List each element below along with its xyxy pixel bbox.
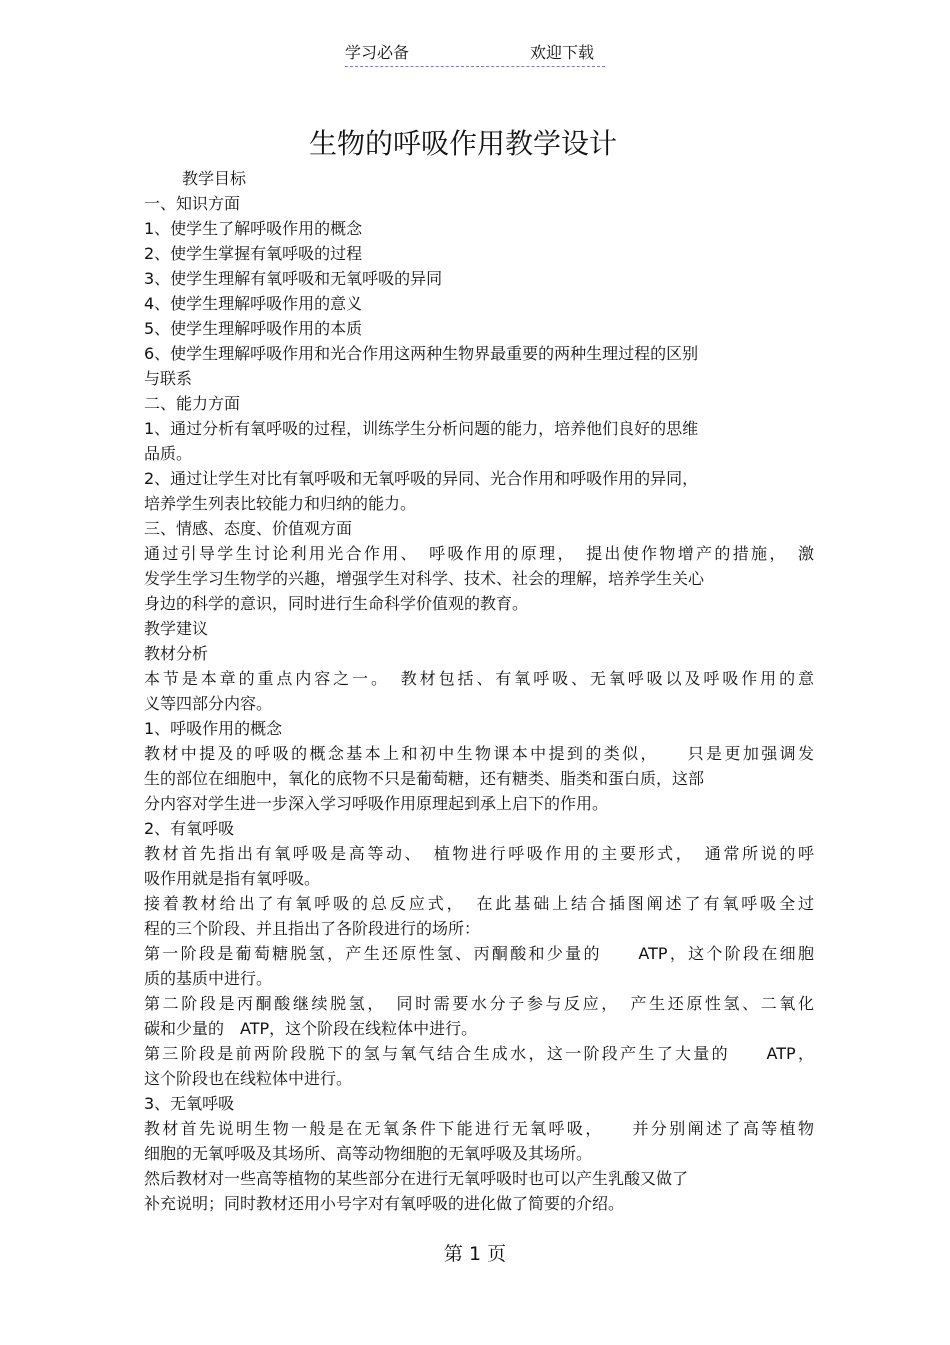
text-line: 分内容对学生进一步深入学习呼吸作用原理起到承上启下的作用。 [144,794,609,813]
header-left-text: 学习必备 [345,43,410,62]
text-line: 3、使学生理解有氧呼吸和无氧呼吸的异同 [144,269,443,288]
text-line: 2、使学生掌握有氧呼吸的过程 [144,244,363,263]
text-line: 教学建议 [144,619,209,638]
text-line: 教材分析 [144,644,209,663]
text-line: 3、无氧呼吸 [144,1094,235,1113]
text-line: 三、情感、态度、价值观方面 [144,519,353,538]
text-line: 这个阶段也在线粒体中进行。 [144,1069,353,1088]
text-line: 一、知识方面 [144,194,241,213]
text-line: 二、能力方面 [144,394,241,413]
text-line: 5、使学生理解呼吸作用的本质 [144,319,363,338]
text-line: 教材首先说明生物一般是在无氧条件下能进行无氧呼吸， 并分别阐述了高等植物 [144,1119,814,1138]
text-line: 1、通过分析有氧呼吸的过程，训练学生分析问题的能力，培养他们良好的思维 [144,419,699,438]
text-line: 与联系 [144,369,193,388]
document-body [144,166,814,1216]
text-line: 程的三个阶段、并且指出了各阶段进行的场所： [144,919,481,938]
header-right-text: 欢迎下载 [530,43,595,62]
text-line: 身边的科学的意识，同时进行生命科学价值观的教育。 [144,594,529,613]
text-line: 质的基质中进行。 [144,969,273,988]
page-header [345,40,605,67]
text-line: 教材中提及的呼吸的概念基本上和初中生物课本中提到的类似， 只是更加强调发 [144,744,814,763]
text-line: 2、通过让学生对比有氧呼吸和无氧呼吸的异同、光合作用和呼吸作用的异同， [144,469,699,488]
text-line: 2、有氧呼吸 [144,819,235,838]
text-line: 义等四部分内容。 [144,694,273,713]
text-line: 第一阶段是葡萄糖脱氢，产生还原性氢、丙酮酸和少量的 ATP，这个阶段在细胞 [144,944,814,963]
text-line: 1、使学生了解呼吸作用的概念 [144,219,363,238]
text-line: 发学生学习生物学的兴趣，增强学生对科学、技术、社会的理解，培养学生关心 [144,569,705,588]
text-line: 培养学生列表比较能力和归纳的能力。 [144,494,417,513]
text-line: 教学目标 [182,169,247,188]
text-line: 补充说明；同时教材还用小号字对有氧呼吸的进化做了简要的介绍。 [144,1194,625,1213]
text-line: 然后教材对一些高等植物的某些部分在进行无氧呼吸时也可以产生乳酸又做了 [144,1169,689,1188]
text-line: 教材首先指出有氧呼吸是高等动、 植物进行呼吸作用的主要形式， 通常所说的呼 [144,844,814,863]
text-line: 4、使学生理解呼吸作用的意义 [144,294,363,313]
text-line: 生的部位在细胞中，氧化的底物不只是葡萄糖，还有糖类、脂类和蛋白质，这部 [144,769,705,788]
text-line: 第二阶段是丙酮酸继续脱氢， 同时需要水分子参与反应， 产生还原性氢、二氧化 [144,994,814,1013]
page-number: 第 1 页 [443,1243,507,1265]
text-line: 第三阶段是前两阶段脱下的氢与氧气结合生成水，这一阶段产生了大量的 ATP， [144,1044,814,1063]
text-line: 品质。 [144,444,193,463]
text-line: 吸作用就是指有氧呼吸。 [144,869,321,888]
text-line: 6、使学生理解呼吸作用和光合作用这两种生物界最重要的两种生理过程的区别 [144,344,699,363]
text-line: 本节是本章的重点内容之一。 教材包括、有氧呼吸、无氧呼吸以及呼吸作用的意 [144,669,814,688]
text-line: 细胞的无氧呼吸及其场所、高等动物细胞的无氧呼吸及其场所。 [144,1144,593,1163]
document-title: 生物的呼吸作用教学设计 [308,127,617,160]
text-line: 接着教材给出了有氧呼吸的总反应式， 在此基础上结合插图阐述了有氧呼吸全过 [144,894,814,913]
text-line: 通过引导学生讨论利用光合作用、 呼吸作用的原理， 提出使作物增产的措施， 激 [144,544,814,563]
text-line: 1、呼吸作用的概念 [144,719,283,738]
text-line: 碳和少量的 ATP，这个阶段在线粒体中进行。 [144,1019,478,1038]
